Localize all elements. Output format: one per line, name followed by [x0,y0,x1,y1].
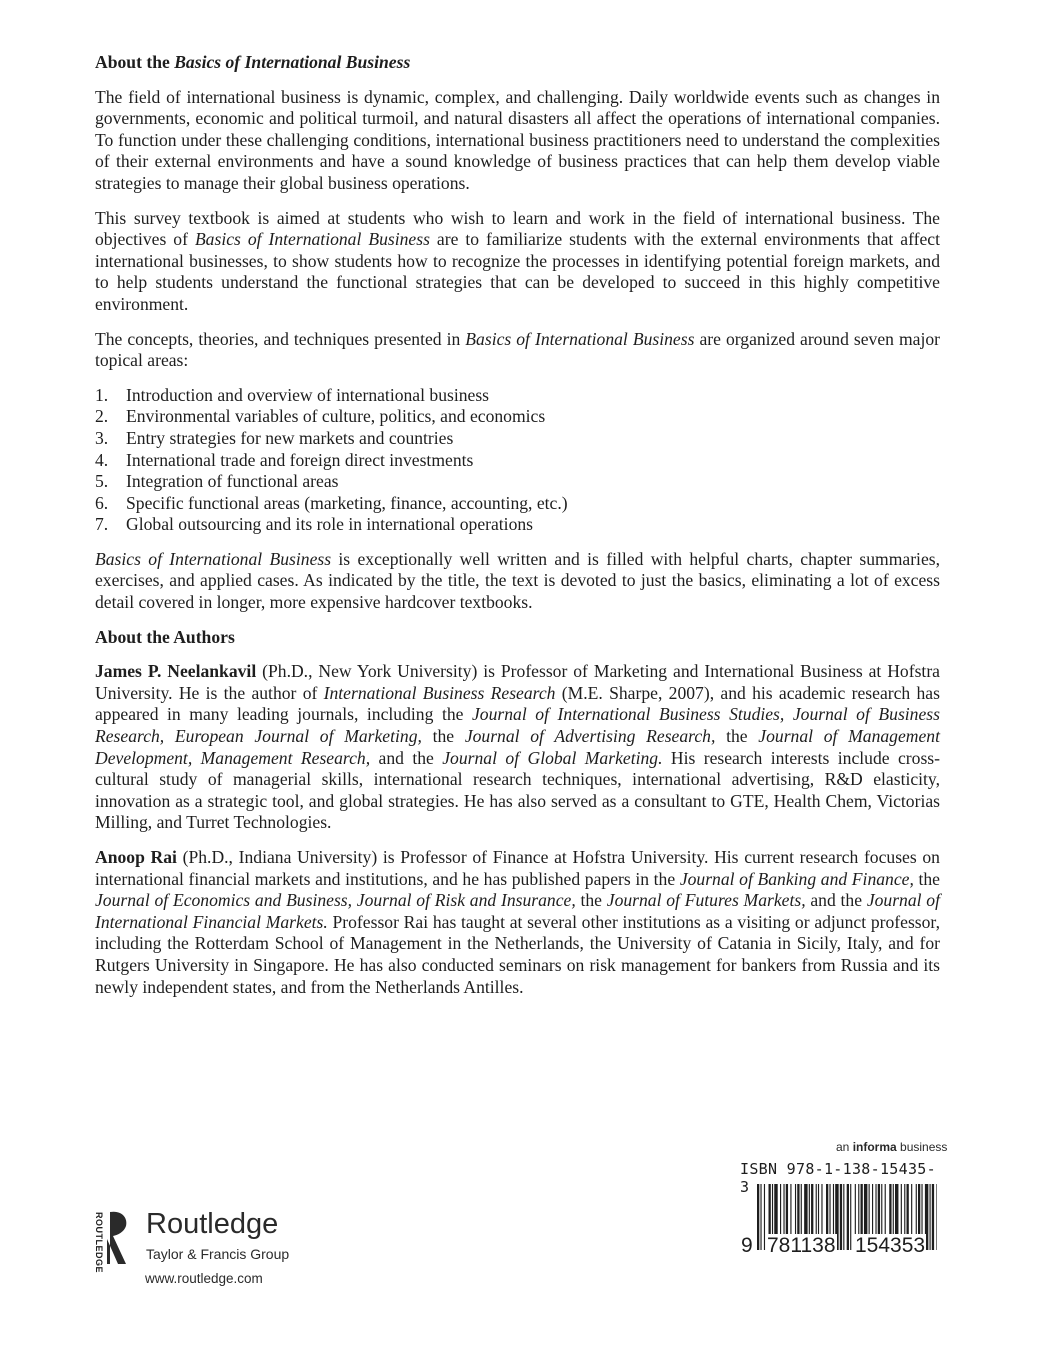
list-item: 3. Entry strategies for new markets and countries [95,427,454,448]
topical-areas-list [95,385,940,536]
list-item: 1. Introduction and overview of international business [95,384,490,405]
back-cover-text [95,52,940,1011]
routledge-vertical-wordmark: ROUTLEDGE [94,1212,104,1274]
about-book-paragraph-4: Basics of International Business is exceptionally well written and is filled with helpful charts, chapter summaries, exercises, and applied cases. As indicated by the title, the text is devoted to just the basics, eliminating a lot of excess detail covered in longer, more expensive hardcover textbooks. [95,548,940,613]
list-item: 4. International trade and foreign direct investments [95,449,474,470]
isbn-text: ISBN 978-1-138-15435-3 [740,1160,936,1196]
author-bio-neelankavil: James P. Neelankavil (Ph.D., New York University) is Professor of Marketing and International Business at Hofstra University. He is the author of International Business Research (M.E. Sharpe, 2007), and his academic research has appeared in many leading journals, including the Journal of International Business Studies, Journal of Business Research, European Journal of Marketing, the Journal of Advertising Research, the Journal of Management Development, Management Research, and the Journal of Global Marketing. His research interests include cross-cultural study of managerial skills, international research techniques, international advertising, R&D elasticity, innovation as a strategic tool, and global strategies. He has also served as a consultant to GTE, Health Chem, Victorias Milling, and Turret Technologies. [95,661,941,833]
informa-tagline: an informa business [836,1140,948,1154]
barcode-digit-prefix: 9 [741,1234,753,1257]
barcode-digits-left: 781138 [767,1234,836,1257]
publisher-group: Taylor & Francis Group [146,1246,290,1262]
list-item: 7. Global outsourcing and its role in international operations [95,514,534,535]
about-book-paragraph-2: This survey textbook is aimed at students who wish to learn and work in the field of international business. The objectives of Basics of International Business are to familiarize students with the external environments that affect international businesses, to show students how to recognize the processes in identifying potential foreign markets, and to help students understand the functional strategies that can be developed to succeed in this highly competitive environment. [95,207,940,314]
about-book-paragraph-3: The concepts, theories, and techniques presented in Basics of International Business are organized around seven major topical areas: [95,328,941,371]
publisher-website: www.routledge.com [145,1271,263,1286]
barcode-digits-right: 154353 [855,1234,926,1257]
publisher-name: Routledge [146,1208,279,1240]
list-item: 5. Integration of functional areas [95,471,339,492]
author-bio-rai: Anoop Rai (Ph.D., Indiana University) is Professor of Finance at Hofstra University. His current research focuses on international financial markets and institutions, and he has published papers in the Journal of Banking and Finance, the Journal of Economics and Business, Journal of Risk and Insurance, the Journal of Futures Markets, and the Journal of International Financial Markets. Professor Rai has taught at several other institutions as a visiting or adjunct professor, including the Rotterdam School of Management in the Netherlands, the University of Catania in Sicily, Italy, and for Rutgers University in Singapore. He has also conducted seminars on risk management for bankers from Russia and its newly independent states, and from the Netherlands Antilles. [95,847,940,997]
about-book-heading: About the Basics of International Business [95,52,411,72]
about-book-paragraph-1: The field of international business is dynamic, complex, and challenging. Daily worldwide events such as changes in governments, economic and political turmoil, and natural disasters all affect the operations of international companies. To function under these challenging conditions, international business practitioners need to understand the complexities of their external environments and have a sound knowledge of business practices that can help them develop viable strategies to manage their global business operations. [95,86,940,193]
list-item: 6. Specific functional areas (marketing, finance, accounting, etc.) [95,492,568,513]
barcode-digits [740,1234,940,1258]
list-item: 2. Environmental variables of culture, politics, and economics [95,406,546,427]
about-authors-heading: About the Authors [95,626,235,647]
